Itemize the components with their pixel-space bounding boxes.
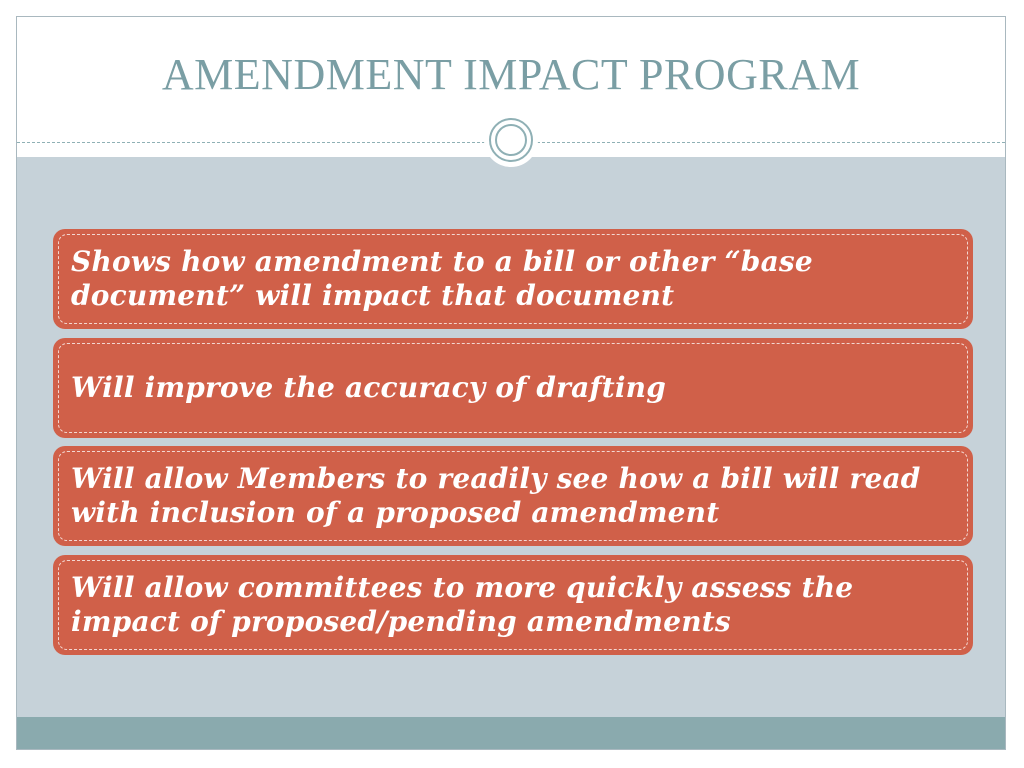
bullet-item-1 (53, 229, 973, 329)
bullet-inner (58, 234, 968, 324)
slide (16, 16, 1006, 750)
ornament-inner-ring (495, 124, 527, 156)
bullet-item-4 (53, 555, 973, 655)
bullet-inner (58, 343, 968, 433)
bullet-text: Shows how amendment to a bill or other “base document” will impact that document (71, 245, 813, 312)
bullet-item-3 (53, 446, 973, 546)
bullet-text: Will allow committees to more quickly assess the impact of proposed/pending amendments (71, 571, 854, 638)
footer-bar (17, 717, 1005, 750)
bullet-text: Will allow Members to readily see how a bill will read with inclusion of a proposed amendment (71, 462, 921, 529)
bullet-text: Will improve the accuracy of drafting (71, 371, 667, 404)
ornament-outer-ring (489, 118, 533, 162)
double-circle-ornament-icon (484, 113, 538, 167)
content-area (17, 157, 1005, 717)
bullet-item-2 (53, 338, 973, 438)
bullet-inner (58, 451, 968, 541)
bullet-inner (58, 560, 968, 650)
slide-title: AMENDMENT IMPACT PROGRAM (161, 50, 861, 99)
